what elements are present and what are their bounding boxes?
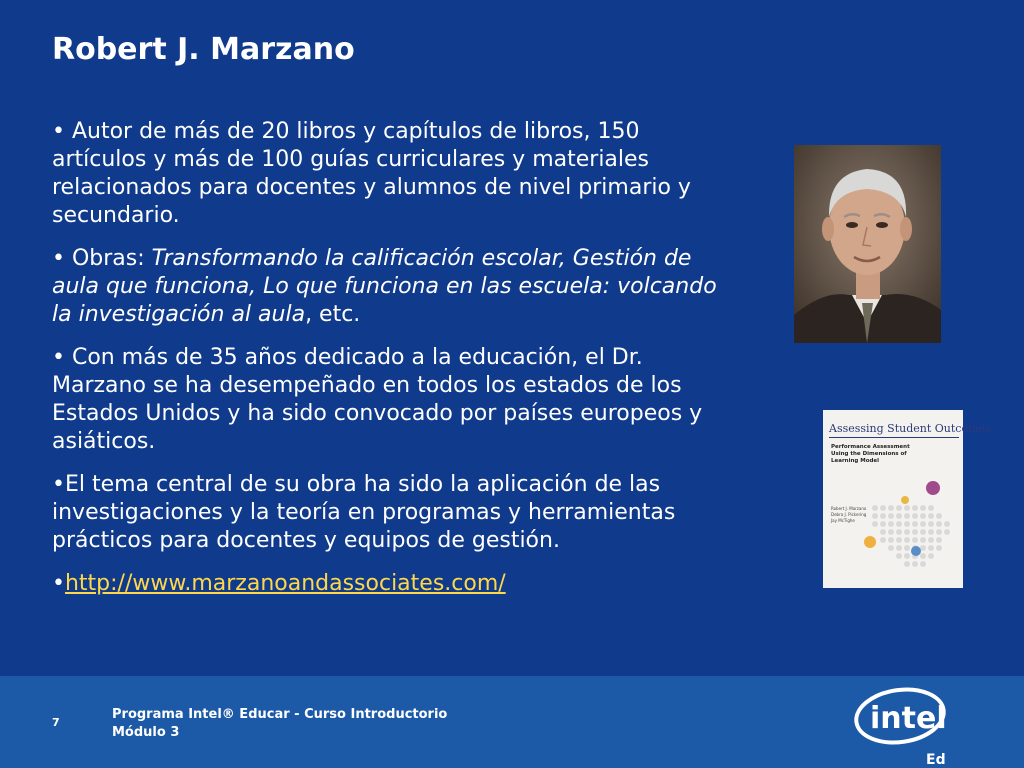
works-titles: Transformando la calificación escolar, Gestión de aula que funciona, Lo que funciona en las escuela: volcando la investigación al aula: [52, 246, 717, 327]
intel-logo-text: intel: [870, 701, 947, 736]
footer-bar: [0, 676, 1024, 768]
website-bullet: •: [52, 571, 65, 596]
portrait-illustration: [794, 145, 941, 343]
bullet-website: [52, 570, 732, 598]
bullet-authorship: • Autor de más de 20 libros y capítulos de libros, 150 artículos y más de 100 guías curriculares y materiales relacionados para docentes y alumnos de nivel primario y secundario.: [52, 119, 691, 228]
bullet-list: [52, 118, 732, 613]
book-title: Assessing Student Outcomes: [829, 422, 959, 438]
portrait-photo: [794, 145, 941, 343]
book-cover: [823, 410, 991, 588]
bullet-works: [52, 245, 732, 329]
works-prefix: • Obras:: [52, 246, 152, 271]
book-dot-pattern: [823, 410, 963, 588]
book-subtitle: Performance Assessment Using the Dimensions of Learning Model: [831, 444, 910, 464]
bullet-central-theme: •El tema central de su obra ha sido la aplicación de las investigaciones y la teoría en programas y herramientas prácticos para docentes y equipos de gestión.: [52, 472, 676, 553]
page-number: 7: [52, 716, 60, 729]
works-suffix: , etc.: [305, 302, 361, 327]
book-authors: Robert J. Marzano Debra J. Pickering Jay McTighe: [831, 506, 867, 523]
slide-title: Robert J. Marzano: [52, 32, 355, 67]
bullet-experience: • Con más de 35 años dedicado a la educación, el Dr. Marzano se ha desempeñado en todos los estados de los Estados Unidos y ha sido convocado por países europeos y asiáticos.: [52, 345, 703, 454]
website-link[interactable]: http://www.marzanoandassociates.com/: [64, 571, 506, 596]
footer-course-info: [112, 706, 447, 742]
footer-module-line: Módulo 3: [112, 725, 180, 740]
intel-logo: [850, 682, 960, 768]
footer-program-line: Programa Intel® Educar - Curso Introductorio: [112, 707, 448, 722]
intel-logo-subtext: Ed: [926, 752, 946, 768]
